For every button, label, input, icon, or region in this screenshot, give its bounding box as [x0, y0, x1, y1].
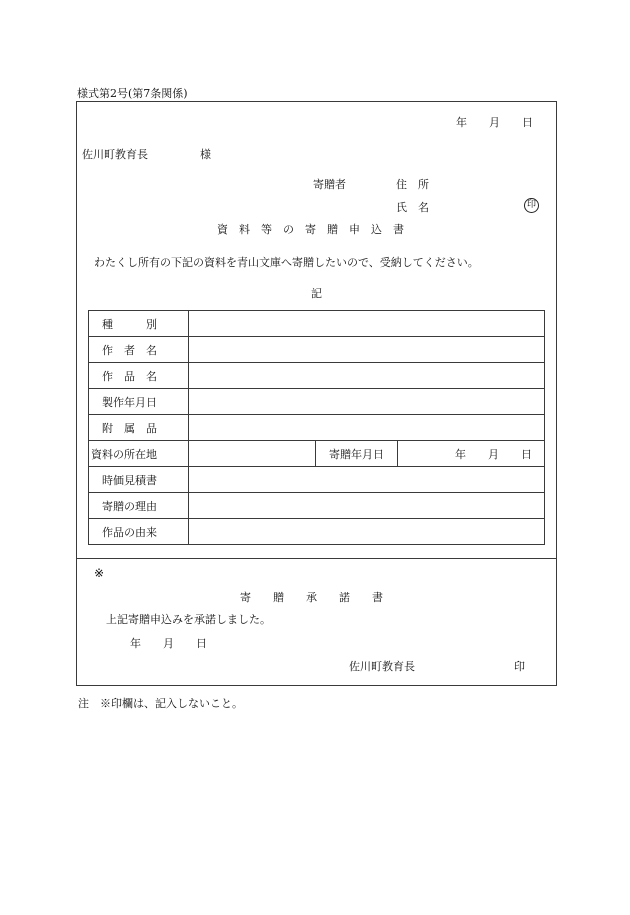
- row-label-accessories: 附 属 品: [89, 415, 189, 441]
- value-cell-title[interactable]: [189, 363, 545, 389]
- table-row: [89, 389, 545, 415]
- donor-name-label: 氏 名: [396, 201, 429, 214]
- table-row: [89, 467, 545, 493]
- approval-text: 上記寄贈申込みを承諾しました。: [106, 613, 271, 626]
- table-row: [89, 415, 545, 441]
- value-cell-author[interactable]: [189, 337, 545, 363]
- row-label-production-date: 製作年月日: [89, 389, 189, 415]
- row-label-origin: 作品の由来: [89, 519, 189, 545]
- row-label-estimate: 時価見積書: [89, 467, 189, 493]
- approval-signer: 佐川町教育長: [349, 660, 415, 673]
- application-date: 年 月 日: [456, 116, 533, 129]
- ki-heading: 記: [311, 287, 322, 300]
- value-cell-origin[interactable]: [189, 519, 545, 545]
- value-cell-estimate[interactable]: [189, 467, 545, 493]
- approval-title: 寄 贈 承 諾 書: [240, 591, 383, 604]
- row-label-reason: 寄贈の理由: [89, 493, 189, 519]
- row-label-author: 作 者 名: [89, 337, 189, 363]
- row-label-title: 作 品 名: [89, 363, 189, 389]
- table-row: [89, 493, 545, 519]
- table-row: [89, 363, 545, 389]
- donation-items-table: [88, 310, 545, 545]
- donor-address-label: 住 所: [396, 178, 429, 191]
- value-cell-location[interactable]: [189, 441, 316, 467]
- table-row: [89, 519, 545, 545]
- value-cell-kind[interactable]: [189, 311, 545, 337]
- value-donation-date[interactable]: 年 月 日: [398, 441, 545, 467]
- value-cell-reason[interactable]: [189, 493, 545, 519]
- application-body-text: わたくし所有の下記の資料を青山文庫へ寄贈したいので、受納してください。: [94, 256, 479, 269]
- label-donation-date: 寄贈年月日: [316, 441, 398, 467]
- row-label-location: 資料の所在地: [89, 441, 189, 467]
- table-row: [89, 311, 545, 337]
- form-number: 様式第2号(第7条関係): [77, 87, 188, 100]
- footnote: 注 ※印欄は、記入しないこと。: [78, 697, 243, 710]
- value-cell-accessories[interactable]: [189, 415, 545, 441]
- table-row: [89, 337, 545, 363]
- application-title: 資 料 等 の 寄 贈 申 込 書: [217, 223, 404, 236]
- row-label-kind: 種 別: [89, 311, 189, 337]
- approval-seal: 印: [514, 660, 525, 673]
- addressee-name: 佐川町教育長: [82, 148, 148, 161]
- value-cell-production-date[interactable]: [189, 389, 545, 415]
- approval-date: 年 月 日: [130, 637, 207, 650]
- table-row: [89, 441, 545, 467]
- approval-mark: ※: [94, 566, 105, 580]
- seal-mark: 印: [524, 198, 539, 213]
- addressee-honorific: 様: [200, 148, 211, 161]
- donor-label: 寄贈者: [313, 178, 346, 191]
